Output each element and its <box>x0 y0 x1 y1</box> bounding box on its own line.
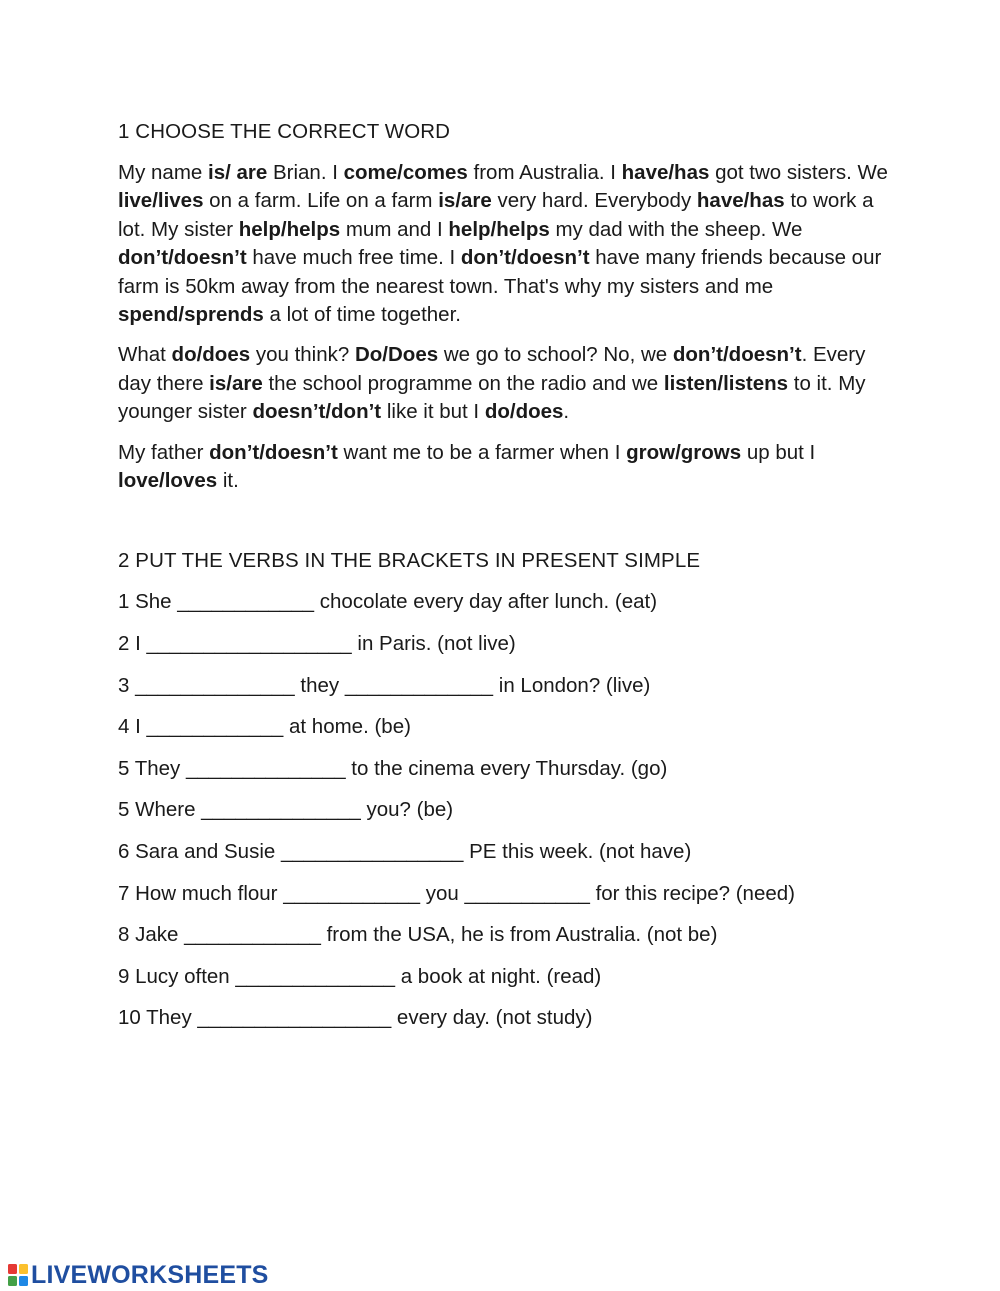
answer-choice: help/helps <box>238 217 341 241</box>
paragraph-text: My name <box>118 161 208 184</box>
exercise-item: 2 I __________________ in Paris. (not live) <box>118 632 516 656</box>
exercise-item: 5 Where ______________ you? (be) <box>118 798 454 822</box>
paragraph-text: up but I <box>741 440 816 464</box>
answer-choice: doesn’t/don’t <box>252 400 382 424</box>
answer-choice: help/helps <box>448 217 550 241</box>
paragraph-3 <box>118 439 888 496</box>
section2-heading: 2 PUT THE VERBS IN THE BRACKETS IN PRESENT SIMPLE <box>118 549 701 573</box>
paragraph-text: you think? <box>250 343 355 367</box>
answer-choice: live/lives <box>118 189 204 213</box>
paragraph-text: have much free time. I <box>246 246 461 270</box>
paragraph-text: Brian. I <box>267 161 344 184</box>
exercise-item: 1 She ____________ chocolate every day after lunch. (eat) <box>118 590 658 614</box>
paragraph-text: . Every day there <box>118 343 866 395</box>
paragraph-1 <box>118 159 888 329</box>
answer-choice: listen/listens <box>663 371 789 395</box>
logo-block-green <box>8 1276 17 1286</box>
answer-choice: do/does <box>484 400 564 424</box>
paragraph-text: very hard. Everybody <box>491 189 697 213</box>
exercise-item: 4 I ____________ at home. (be) <box>118 715 411 739</box>
paragraph-text: the school programme on the radio and we <box>262 371 664 395</box>
exercise-item: 3 ______________ they _____________ in London? (live) <box>118 673 651 697</box>
liveworksheets-logo-icon <box>8 1264 28 1286</box>
exercise-item: 7 How much flour ____________ you ___________ for this recipe? (need) <box>118 881 795 905</box>
answer-choice: don’t/doesn’t <box>460 246 590 270</box>
paragraph-text: want me to be a farmer when I <box>337 440 627 464</box>
answer-choice: have/has <box>696 189 785 213</box>
liveworksheets-logo[interactable] <box>8 1262 269 1288</box>
answer-choice: is/are <box>209 371 263 395</box>
paragraph-text: my dad with the sheep. We <box>549 217 803 241</box>
logo-block-yellow <box>19 1264 28 1274</box>
answer-choice: love/loves <box>118 469 218 493</box>
paragraph-text: . <box>563 400 570 424</box>
paragraph-text: mum and I <box>340 217 449 241</box>
answer-choice: have/has <box>621 161 710 184</box>
answer-choice: do/does <box>171 343 251 367</box>
paragraph-text: have many friends because our farm is 50km away from the nearest town. That's why my sisters and me <box>118 246 882 298</box>
logo-block-red <box>8 1264 17 1274</box>
exercise-item: 5 They ______________ to the cinema every Thursday. (go) <box>118 756 668 780</box>
logo-block-blue <box>19 1276 28 1286</box>
paragraph-text: we go to school? No, we <box>438 343 673 367</box>
paragraph-text: to work a lot. My sister <box>118 189 874 241</box>
exercise-item: 6 Sara and Susie ________________ PE this week. (not have) <box>118 840 692 864</box>
answer-choice: don’t/doesn’t <box>209 440 338 464</box>
paragraph-text: to it. My younger sister <box>118 371 866 424</box>
exercise-item: 10 They _________________ every day. (not study) <box>118 1006 593 1030</box>
paragraph-text: My father <box>118 440 210 464</box>
section1-heading: 1 CHOOSE THE CORRECT WORD <box>118 120 451 143</box>
answer-choice: is/ are <box>208 161 268 184</box>
worksheet <box>118 118 888 1046</box>
paragraph-text: from Australia. I <box>467 161 622 184</box>
answer-choice: come/comes <box>343 161 468 184</box>
answer-choice: grow/grows <box>626 440 742 464</box>
exercise-item: 8 Jake ____________ from the USA, he is from Australia. (not be) <box>118 923 718 947</box>
exercise-item: 9 Lucy often ______________ a book at night. (read) <box>118 964 602 988</box>
section2 <box>118 547 888 1032</box>
paragraph-text: What <box>118 343 172 367</box>
answer-choice: spend/sprends <box>118 303 264 327</box>
answer-choice: don’t/doesn’t <box>118 246 247 270</box>
brand-name: LIVEWORKSHEETS <box>31 1260 269 1289</box>
paragraph-text: on a farm. Life on a farm <box>203 189 439 213</box>
answer-choice: is/are <box>438 189 492 213</box>
answer-choice: don’t/doesn’t <box>672 343 802 367</box>
answer-choice: Do/Does <box>354 343 439 367</box>
paragraph-2 <box>118 341 888 426</box>
paragraph-text: it. <box>217 469 239 493</box>
paragraph-text: got two sisters. We <box>709 161 888 184</box>
paragraph-text: like it but I <box>381 400 485 424</box>
paragraph-text: a lot of time together. <box>263 303 461 327</box>
